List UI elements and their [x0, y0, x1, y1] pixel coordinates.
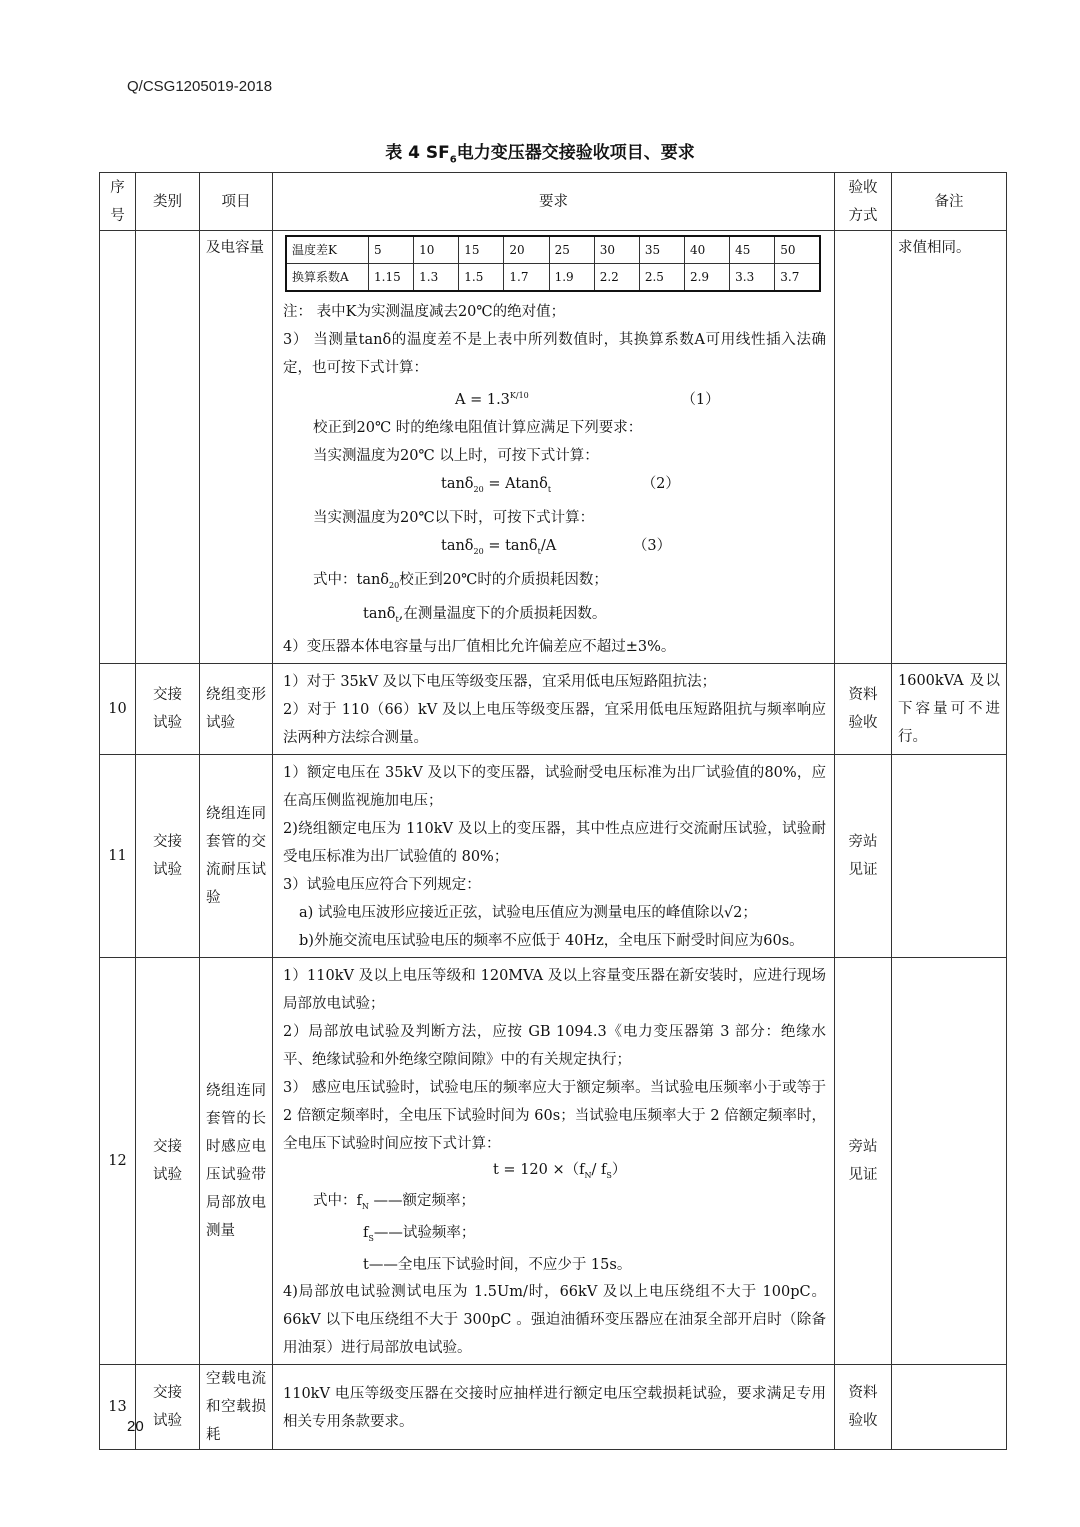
formula-2-part: tanδ	[441, 475, 474, 492]
requirement-text: a) 试验电压波形应接近正弦，试验电压值应为测量电压的峰值除以√2；	[299, 905, 757, 922]
category-cell: 交接试验	[136, 958, 200, 1365]
remark-cell	[892, 755, 1007, 958]
formula-1	[283, 382, 826, 414]
temp-diff-value: 10	[414, 236, 459, 264]
where-part: ,在测量温度下的介质损耗因数。	[398, 605, 607, 622]
formula-1-exponent: K/10	[509, 391, 529, 400]
table-title-prefix: 表 4 SF	[385, 143, 450, 163]
seq-cell: 12	[100, 958, 136, 1365]
formula-sub: N	[584, 1171, 592, 1181]
requirement-text: 2）对于 110（66）kV 及以上电压等级变压器，宜采用低电压短路阻抗与频率响应法两种方法综合测量。	[283, 702, 826, 747]
temp-diff-value: 30	[594, 236, 639, 264]
temp-diff-value: 5	[369, 236, 414, 264]
header-seq: 序号	[100, 173, 136, 231]
method-cell: 旁站见证	[835, 755, 892, 958]
requirement-text: 3）试验电压应符合下列规定：	[283, 877, 481, 894]
coefficient-value: 2.2	[594, 264, 639, 292]
where-part: f	[363, 1225, 369, 1242]
formula-3-part: = tanδ	[483, 537, 538, 554]
formula-2-sub: 20	[473, 484, 484, 494]
where-part: 校正到20℃时的介质损耗因数；	[399, 571, 608, 588]
remark-cell	[892, 1365, 1007, 1450]
category-cell	[136, 231, 200, 664]
method-cell	[835, 231, 892, 664]
coefficient-value: 3.3	[730, 264, 775, 292]
formula-2	[283, 470, 826, 504]
item-cell: 空载电流和空载损耗	[200, 1365, 273, 1450]
requirement-text: 1）110kV 及以上电压等级和 120MVA 及以上容量变压器在新安装时，应进行现场局部放电试验；	[283, 968, 826, 1013]
requirement-text	[283, 600, 826, 634]
method-cell: 资料验收	[835, 1365, 892, 1450]
table-row	[100, 1365, 1007, 1450]
header-row	[100, 173, 1007, 231]
table-row	[100, 664, 1007, 755]
document-code: Q/CSG1205019-2018	[127, 78, 273, 95]
requirement-text: 1）对于 35kV 及以下电压等级变压器，宜采用低电压短路阻抗法；	[283, 674, 717, 691]
formula-sub: S	[606, 1171, 612, 1181]
requirement-text: 2）局部放电试验及判断方法，应按 GB 1094.3《电力变压器第 3 部分：绝缘水平、绝缘试验和外绝缘空隙间隙》中的有关规定执行；	[283, 1024, 826, 1069]
item-cell: 及电容量	[200, 231, 273, 664]
requirement-cell	[273, 958, 835, 1365]
temp-diff-value: 25	[549, 236, 594, 264]
category-cell: 交接试验	[136, 1365, 200, 1450]
requirement-text: 4）变压器本体电容量与出厂值相比允许偏差应不超过±3%。	[283, 639, 676, 656]
header-item: 项目	[200, 173, 273, 231]
formula-2-number: （2）	[641, 475, 680, 492]
temp-diff-value: 50	[775, 236, 820, 264]
page-number: 20	[127, 1418, 144, 1435]
item-cell: 绕组连同套管的交流耐压试验	[200, 755, 273, 958]
requirement-text: 110kV 电压等级变压器在交接时应抽样进行额定电压空载损耗试验，要求满足专用相关专用条款要求。	[283, 1386, 826, 1431]
temp-diff-row	[286, 236, 820, 264]
requirement-cell	[273, 231, 835, 664]
requirement-text: 4)局部放电试验测试电压为 1.5Um/时，66kV 及以上电压绕组不大于 100pC。66kV 以下电压绕组不大于 300pC 。强迫油循环变压器应在油泵全部开启时（除备用油泵）进行局部放电试验。	[283, 1284, 826, 1357]
temp-diff-value: 45	[730, 236, 775, 264]
formula-part: t = 120 ×（f	[493, 1162, 585, 1179]
requirement-cell	[273, 664, 835, 755]
formula-3-part: /A	[540, 537, 557, 554]
where-part: ——试验频率；	[373, 1225, 476, 1242]
formula-1-number: （1）	[681, 391, 720, 408]
temp-diff-value: 20	[504, 236, 549, 264]
requirement-text	[283, 1220, 826, 1252]
where-sub: 20	[389, 580, 400, 590]
formula-3-part: tanδ	[441, 537, 474, 554]
formula-1-expr: A = 1.3	[455, 391, 510, 408]
category-cell: 交接试验	[136, 755, 200, 958]
coefficient-row	[286, 264, 820, 292]
acceptance-table	[99, 172, 1007, 1450]
formula-3	[283, 532, 826, 566]
requirement-text	[283, 1188, 826, 1220]
requirement-cell	[273, 755, 835, 958]
where-part: 式中：tanδ	[313, 571, 390, 588]
table-row-continued	[100, 231, 1007, 664]
note-text: 注： 表中K为实测温度减去20℃的绝对值；	[283, 304, 566, 320]
coefficient-value: 3.7	[775, 264, 820, 292]
requirement-text: b)外施交流电压试验电压的频率不应低于 40Hz，全电压下耐受时间应为60s。	[299, 933, 804, 950]
coefficient-value: 2.5	[639, 264, 684, 292]
seq-cell	[100, 231, 136, 664]
remark-cell	[892, 958, 1007, 1365]
requirement-text: 校正到20℃ 时的绝缘电阻值计算应满足下列要求：	[313, 419, 643, 436]
formula-2-sub: t	[547, 484, 552, 494]
requirement-text	[283, 566, 826, 600]
requirement-text: 1）额定电压在 35kV 及以下的变压器，试验耐受电压标准为出厂试验值的80%，应在高压侧监视施加电压；	[283, 765, 826, 810]
temp-diff-value: 15	[459, 236, 504, 264]
temp-diff-value: 35	[639, 236, 684, 264]
coefficient-value: 1.9	[549, 264, 594, 292]
where-part: ——额定频率；	[368, 1193, 475, 1210]
category-cell: 交接试验	[136, 664, 200, 755]
header-requirement: 要求	[273, 173, 835, 231]
method-cell: 旁站见证	[835, 958, 892, 1365]
where-sub: S	[368, 1234, 374, 1244]
requirement-text: t——全电压下试验时间，不应少于 15s。	[363, 1257, 632, 1274]
table-title-suffix: 电力变压器交接验收项目、要求	[456, 143, 695, 163]
formula-test-time	[283, 1158, 826, 1188]
coefficient-value: 1.15	[369, 264, 414, 292]
coefficient-value: 1.5	[459, 264, 504, 292]
requirement-text: 当实测温度为20℃ 以上时，可按下式计算：	[313, 447, 599, 464]
formula-3-sub: t	[537, 546, 541, 556]
item-cell: 绕组变形试验	[200, 664, 273, 755]
coefficient-label: 换算系数A	[286, 264, 369, 292]
temp-diff-value: 40	[684, 236, 729, 264]
seq-cell: 10	[100, 664, 136, 755]
coefficient-value: 1.7	[504, 264, 549, 292]
header-remark: 备注	[892, 173, 1007, 231]
header-category: 类别	[136, 173, 200, 231]
header-method: 验收方式	[835, 173, 892, 231]
remark-cell: 1600kVA 及以下容量可不进行。	[892, 664, 1007, 755]
table-title	[0, 138, 1080, 165]
requirement-text: 3） 当测量tanδ的温度差不是上表中所列数值时，其换算系数A可用线性插入法确定，也可按下式计算：	[283, 332, 826, 376]
where-part: 式中：f	[313, 1193, 362, 1210]
method-cell: 资料验收	[835, 664, 892, 755]
table-row	[100, 958, 1007, 1365]
coefficient-value: 1.3	[414, 264, 459, 292]
formula-part: ）	[611, 1162, 627, 1179]
where-part: tanδ	[363, 605, 396, 622]
requirement-text: 3） 感应电压试验时，试验电压的频率应大于额定频率。当试验电压频率小于或等于 2 倍额定频率时，全电压下试验时间为 60s；当试验电压频率大于 2 倍额定频率时，全电压下试验时间应按下式计算：	[283, 1080, 826, 1153]
formula-3-sub: 20	[473, 546, 484, 556]
temperature-coefficient-table	[285, 235, 821, 292]
requirement-text: 当实测温度为20℃以下时，可按下式计算：	[313, 509, 595, 526]
seq-cell: 11	[100, 755, 136, 958]
temp-diff-label: 温度差K	[286, 236, 369, 264]
formula-part: / f	[591, 1162, 607, 1179]
requirement-text: 2)绕组额定电压为 110kV 及以上的变压器，其中性点应进行交流耐压试验，试验耐受电压标准为出厂试验值的 80%；	[283, 821, 826, 866]
where-sub: t	[395, 614, 399, 624]
item-cell: 绕组连同套管的长时感应电压试验带局部放电测量	[200, 958, 273, 1365]
remark-cell: 求值相同。	[892, 231, 1007, 664]
table-title-subscript: 6	[449, 154, 457, 166]
coefficient-value: 2.9	[684, 264, 729, 292]
requirement-cell	[273, 1365, 835, 1450]
formula-3-number: （3）	[632, 537, 672, 554]
table-row	[100, 755, 1007, 958]
formula-2-part: = Atanδ	[483, 475, 548, 492]
seq-cell: 13	[100, 1365, 136, 1450]
where-sub: N	[361, 1202, 369, 1212]
